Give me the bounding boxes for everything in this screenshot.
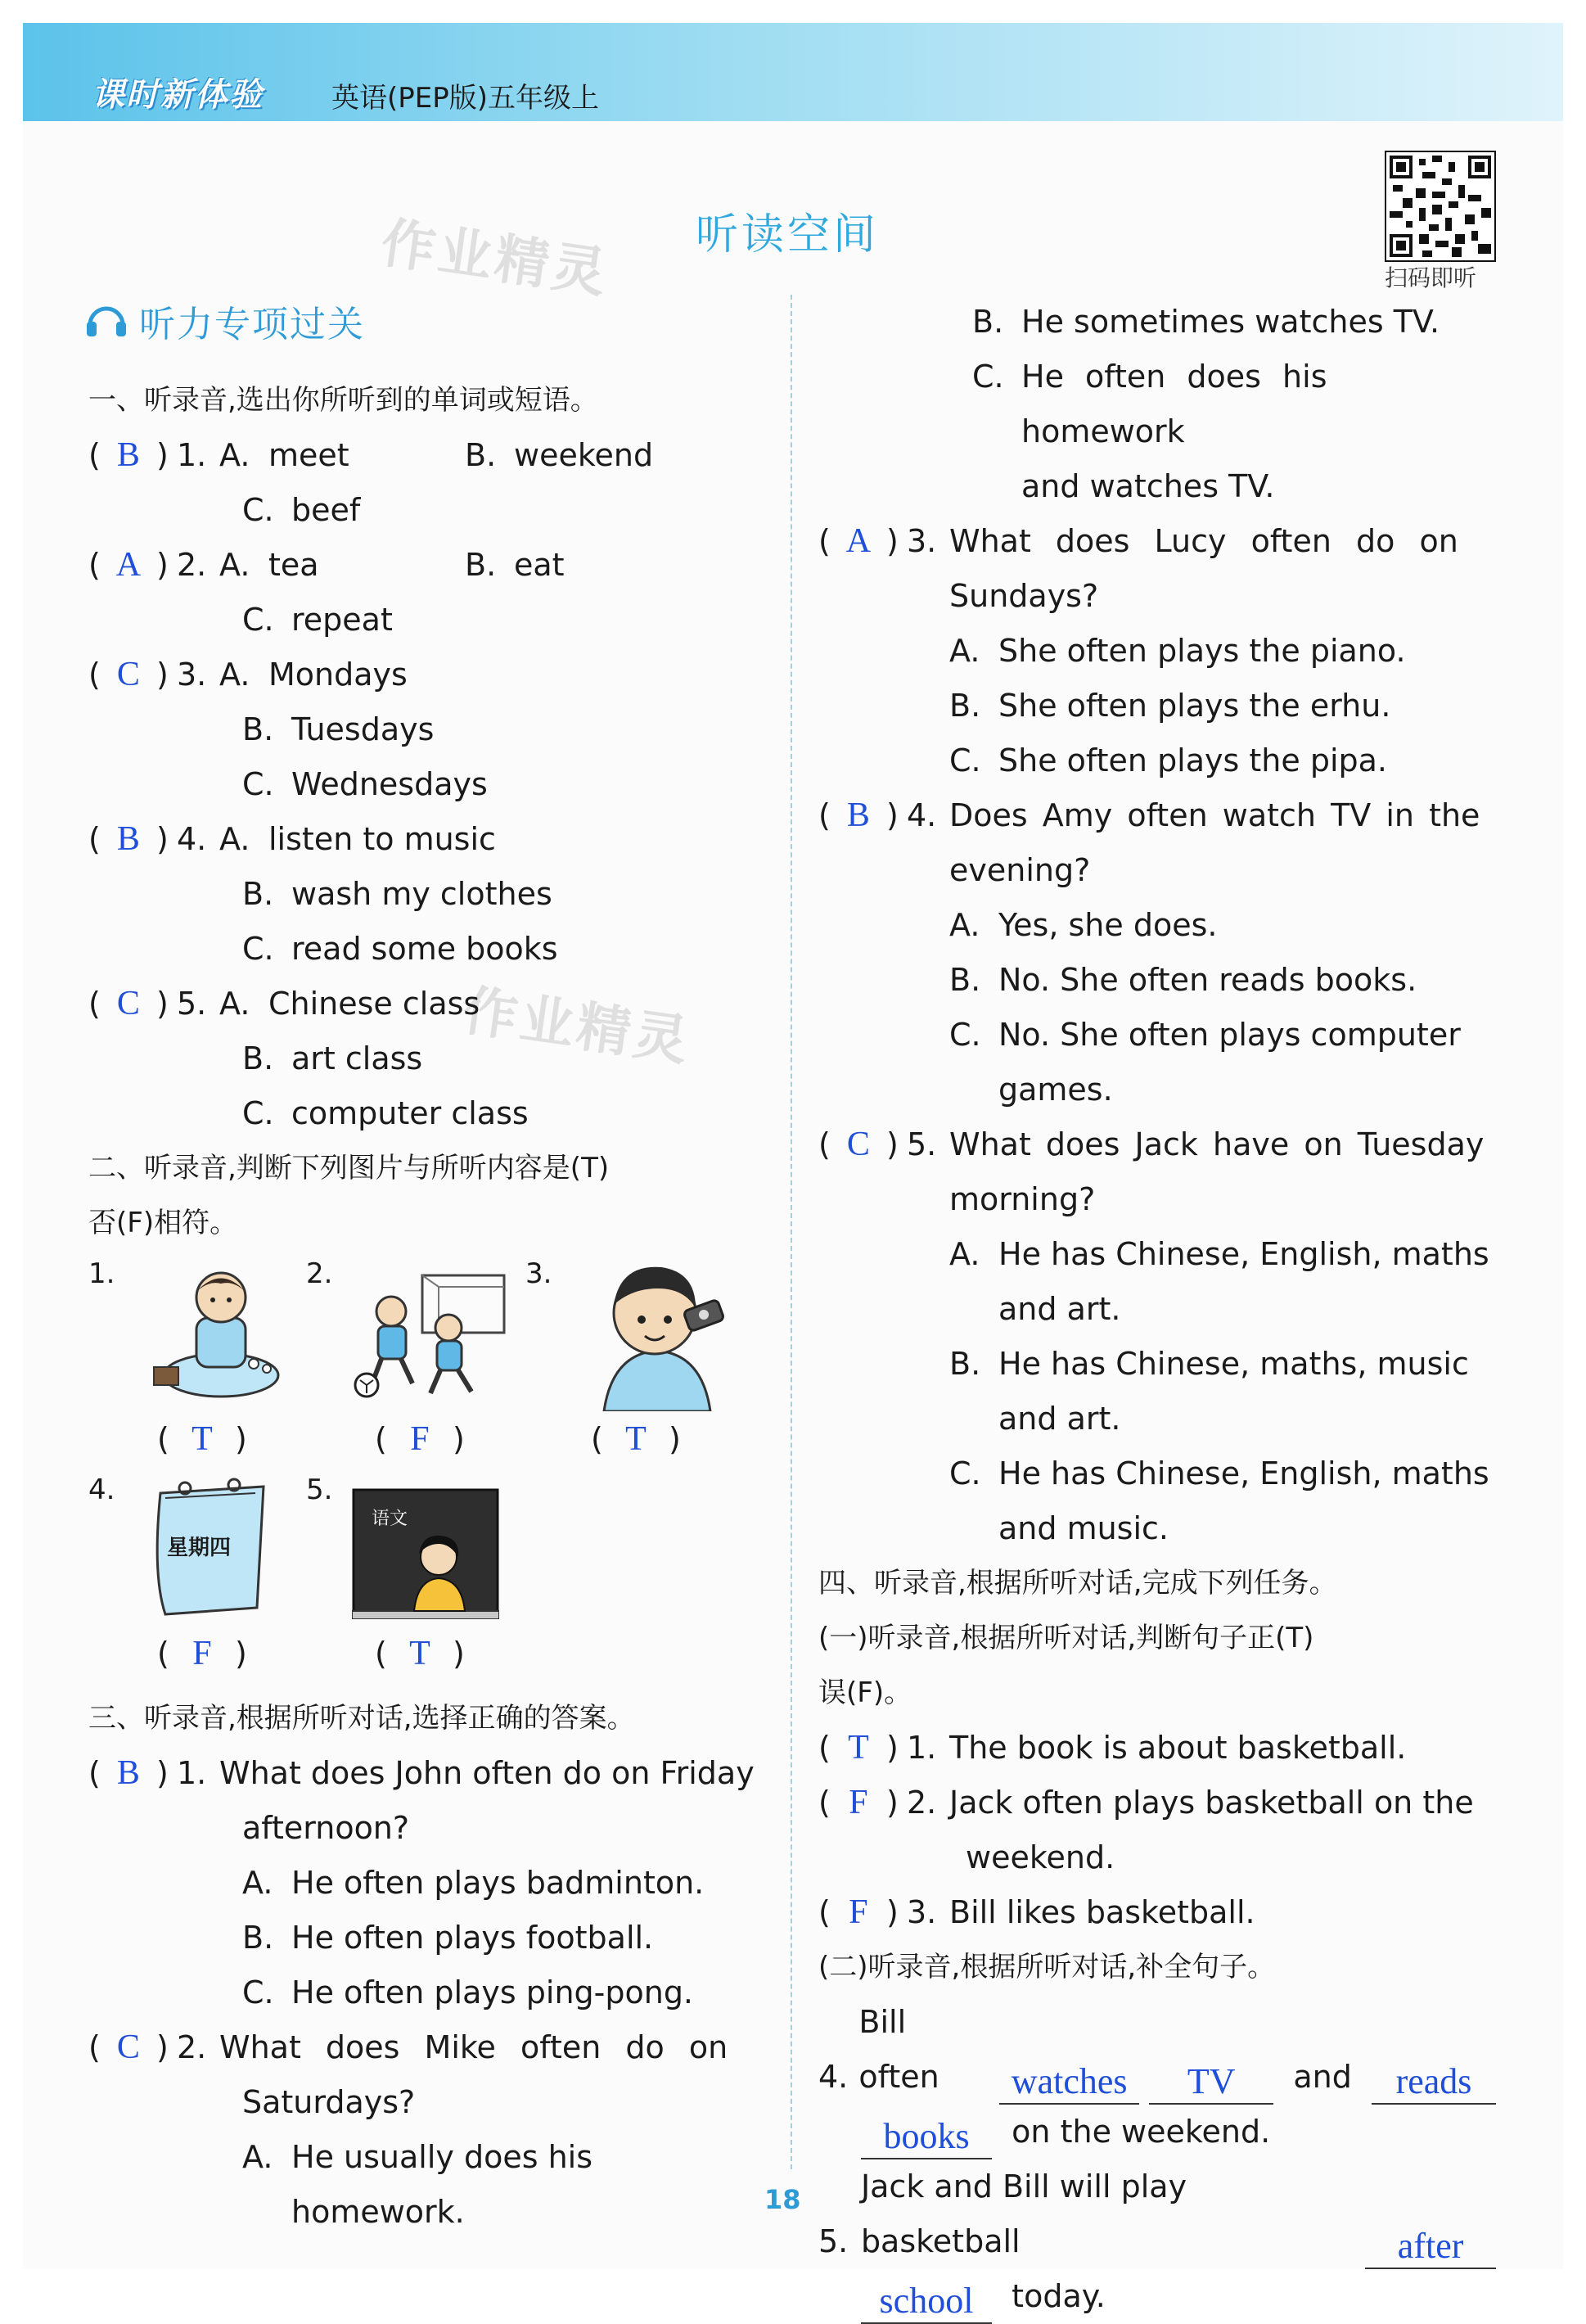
option-letter: A. [219, 657, 250, 693]
option-letter: A. [219, 437, 250, 473]
column-divider [791, 295, 792, 2169]
option-row [88, 483, 768, 538]
question-text-cont [88, 2075, 768, 2130]
question-number: 5. [818, 2223, 849, 2259]
option-text: Wednesdays [291, 766, 488, 802]
fill-blank[interactable]: reads [1372, 2060, 1496, 2105]
answer-mark: F [192, 1635, 212, 1672]
section-subheading [85, 295, 365, 347]
kids-playing-football-icon [349, 1270, 512, 1405]
answer-bracket: ( F ) [157, 1635, 247, 1672]
option-text: repeat [291, 602, 393, 638]
option-text: listen to music [268, 821, 496, 857]
question-text: What does Mike often do on [219, 2029, 728, 2065]
option-row [818, 1227, 1496, 1282]
question-text: What does Jack have on Tuesday [949, 1126, 1485, 1162]
option-row [818, 1392, 1496, 1446]
answer-mark: A [845, 522, 872, 560]
option-row [88, 1856, 768, 1911]
fill-item [818, 2159, 1496, 2269]
answer-bracket: ( B ) [818, 788, 907, 843]
option-row [818, 1282, 1496, 1337]
picture-number: 4. [88, 1473, 115, 1506]
left-column [88, 373, 768, 2240]
option-letter: B. [465, 547, 497, 583]
fill-blank[interactable]: after [1365, 2225, 1496, 2269]
option-letter: A. [949, 1236, 980, 1272]
question-text: evening? [949, 852, 1091, 888]
picture-number: 5. [306, 1473, 333, 1506]
statement-text: Bill likes basketball. [949, 1894, 1255, 1930]
question-text-cont [818, 1172, 1496, 1227]
answer-mark: T [409, 1635, 430, 1672]
option-row [818, 733, 1496, 788]
page-number: 18 [764, 2184, 801, 2215]
option-letter: A. [219, 986, 250, 1022]
part2-heading: 二、听录音,判断下列图片与所听内容是(T) [88, 1152, 610, 1185]
option-text: He usually does his homework. [291, 2139, 593, 2230]
option-text: He has Chinese, English, maths [998, 1455, 1489, 1491]
option-row [88, 1911, 768, 1965]
option-letter: C. [242, 1095, 274, 1131]
option-letter [949, 1501, 998, 1556]
statement-text: Jack often plays basketball on the [949, 1785, 1474, 1821]
option-row [818, 1063, 1496, 1117]
question-item [818, 1117, 1496, 1172]
part4-sub1-cont: 误(F)。 [818, 1676, 912, 1709]
right-column [818, 295, 1496, 2324]
option-text: No. She often reads books. [998, 962, 1417, 998]
option-letter: B. [465, 437, 497, 473]
question-text: What does John often do on Friday [219, 1755, 755, 1791]
option-letter: B. [242, 1920, 274, 1956]
option-text: Chinese class [268, 986, 480, 1022]
answer-bracket: ( T ) [375, 1635, 465, 1672]
fill-blank[interactable]: TV [1149, 2060, 1273, 2105]
option-text: Yes, she does. [998, 907, 1218, 943]
fill-item-cont [818, 2269, 1496, 2324]
answer-bracket: ( T ) [818, 1721, 907, 1776]
question-number: 3. [177, 657, 207, 693]
answer-mark: F [410, 1420, 430, 1458]
answer-mark: A [115, 546, 142, 584]
option-row [818, 953, 1496, 1008]
sentence-text: Jack and Bill will play basketball [860, 2168, 1187, 2259]
option-letter: A. [242, 1865, 273, 1901]
question-number: 5. [177, 986, 207, 1022]
option-row [88, 757, 768, 812]
tf-item [818, 1721, 1496, 1776]
option-letter: B. [949, 1346, 981, 1382]
question-text-cont [818, 569, 1496, 624]
fill-item-cont [818, 2105, 1496, 2159]
option-letter [949, 1282, 998, 1337]
option-row [88, 593, 768, 648]
option-letter: B. [972, 304, 1004, 340]
option-text: and music. [998, 1510, 1169, 1546]
answer-mark: C [116, 2028, 140, 2066]
question-text: afternoon? [242, 1810, 410, 1846]
option-letter: C. [972, 359, 1004, 395]
question-item [88, 812, 768, 867]
option-row [818, 1008, 1496, 1063]
option-text: wash my clothes [291, 876, 552, 912]
part2-heading-cont: 否(F)相符。 [88, 1207, 238, 1239]
option-row [88, 1086, 768, 1141]
option-row [818, 1501, 1496, 1556]
option-letter: B. [242, 876, 274, 912]
option-text: weekend [514, 437, 654, 473]
option-row [818, 898, 1496, 953]
option-row [818, 459, 1496, 514]
answer-mark: T [625, 1420, 647, 1458]
question-text: Sundays? [949, 578, 1099, 614]
sentence-text: on the weekend. [1012, 2114, 1271, 2150]
picture-grid [88, 1251, 768, 1701]
statement-cont [818, 1830, 1496, 1885]
question-number: 4. [818, 2059, 849, 2095]
fill-item [818, 1995, 1496, 2105]
option-letter: B. [949, 962, 981, 998]
picture-number: 1. [88, 1257, 115, 1290]
option-letter: A. [949, 907, 980, 943]
option-row [818, 350, 1496, 459]
option-text: tea [268, 547, 319, 583]
part4-sub2: (二)听录音,根据所听对话,补全句子。 [818, 1951, 1276, 1983]
option-text: meet [268, 437, 349, 473]
question-number: 3. [907, 1894, 937, 1930]
question-text: morning? [949, 1181, 1096, 1217]
question-number: 1. [177, 437, 207, 473]
option-text: computer class [291, 1095, 529, 1131]
answer-mark: B [846, 796, 870, 834]
answer-mark: B [116, 436, 140, 474]
calendar-thursday-icon [149, 1477, 272, 1616]
option-text: games. [998, 1072, 1113, 1108]
option-text: No. She often plays computer [998, 1017, 1461, 1053]
answer-mark: F [849, 1784, 868, 1821]
option-row [818, 1446, 1496, 1501]
option-row [818, 295, 1496, 350]
option-text: He has Chinese, English, maths [998, 1236, 1489, 1272]
question-item [88, 648, 768, 702]
fill-blank[interactable]: books [861, 2115, 992, 2159]
option-text: read some books [291, 931, 558, 967]
option-text: beef [291, 492, 361, 528]
option-letter: A. [219, 821, 250, 857]
answer-bracket: ( A ) [88, 538, 177, 593]
option-text: art class [291, 1040, 423, 1076]
question-item [88, 1746, 768, 1801]
tf-item [818, 1776, 1496, 1830]
book-title: 英语(PEP版)五年级上 [331, 82, 600, 115]
option-letter: C. [242, 931, 274, 967]
part4-sub1: (一)听录音,根据所听对话,判断句子正(T) [818, 1622, 1314, 1654]
answer-bracket: ( F ) [818, 1776, 907, 1830]
page-title: 听读空间 [696, 210, 880, 259]
option-letter: B. [949, 688, 981, 724]
question-text: Does Amy often watch TV in the [949, 797, 1480, 833]
option-text: and art. [998, 1291, 1121, 1327]
option-text: and art. [998, 1401, 1121, 1437]
answer-bracket: ( B ) [88, 428, 177, 483]
tf-item [818, 1885, 1496, 1940]
answer-bracket: ( C ) [88, 977, 177, 1031]
question-text-cont [88, 1801, 768, 1856]
option-letter: B. [242, 711, 274, 747]
fill-blank[interactable]: watches [999, 2060, 1139, 2105]
option-letter: A. [949, 633, 980, 669]
option-letter: C. [242, 1974, 274, 2010]
option-letter: C. [242, 492, 274, 528]
part3-heading: 三、听录音,根据所听对话,选择正确的答案。 [88, 1702, 635, 1735]
option-letter: C. [949, 1017, 981, 1053]
question-text-cont [818, 843, 1496, 898]
headphones-icon [85, 300, 128, 341]
option-text: He often plays ping-pong. [291, 1974, 694, 2010]
option-row [88, 1031, 768, 1086]
question-number: 2. [177, 547, 207, 583]
answer-mark: T [848, 1729, 869, 1767]
calendar-label: 星期四 [167, 1536, 232, 1560]
answer-bracket: ( F ) [818, 1885, 907, 1940]
answer-mark: C [846, 1126, 870, 1163]
chinese-class-blackboard-icon [352, 1488, 499, 1619]
answer-mark: C [116, 656, 140, 693]
answer-bracket: ( C ) [818, 1117, 907, 1172]
question-number: 3. [907, 523, 937, 559]
question-number: 1. [177, 1755, 207, 1791]
answer-bracket: ( T ) [157, 1420, 247, 1458]
question-number: 1. [907, 1730, 937, 1766]
watermark: 作业精灵 [377, 210, 614, 306]
option-text: He sometimes watches TV. [1021, 304, 1440, 340]
question-item [818, 514, 1496, 569]
question-item [88, 977, 768, 1031]
option-text: Mondays [268, 657, 408, 693]
qr-code-icon[interactable] [1385, 151, 1496, 262]
subhead-text: 听力专项过关 [139, 304, 365, 345]
answer-mark: C [116, 985, 140, 1022]
answer-mark: T [191, 1420, 213, 1458]
answer-bracket: ( A ) [818, 514, 907, 569]
option-text: He has Chinese, maths, music [998, 1346, 1469, 1382]
question-text: Saturdays? [242, 2084, 416, 2120]
option-row [818, 679, 1496, 733]
question-number: 2. [907, 1785, 937, 1821]
answer-bracket: ( B ) [88, 812, 177, 867]
statement-text: weekend. [966, 1839, 1115, 1875]
option-text: Tuesdays [291, 711, 435, 747]
answer-bracket: ( B ) [88, 1746, 177, 1801]
series-logo: 课时新体验 [92, 76, 264, 114]
option-row [88, 2130, 768, 2240]
option-row [818, 1337, 1496, 1392]
option-letter: C. [242, 766, 274, 802]
option-letter: A. [219, 547, 250, 583]
picture-number: 2. [306, 1257, 333, 1290]
answer-bracket: ( T ) [591, 1420, 681, 1458]
statement-text: The book is about basketball. [949, 1730, 1407, 1766]
question-number: 2. [177, 2029, 207, 2065]
question-item [818, 788, 1496, 843]
option-text: He often plays football. [291, 1920, 654, 1956]
answer-mark: F [849, 1893, 868, 1931]
boy-listening-music-icon [579, 1256, 735, 1415]
option-text: He often does his homework [1021, 359, 1327, 449]
option-letter: C. [949, 1455, 981, 1491]
option-letter: B. [242, 1040, 274, 1076]
sentence-text: and [1293, 2059, 1352, 2095]
answer-mark: B [116, 1754, 140, 1792]
part4-heading: 四、听录音,根据所听对话,完成下列任务。 [818, 1567, 1337, 1600]
option-letter [949, 1063, 998, 1117]
option-letter: C. [949, 742, 981, 778]
option-letter [949, 1392, 998, 1446]
sentence-text: Bill often [858, 2004, 939, 2095]
fill-blank[interactable]: school [861, 2280, 992, 2324]
watermark: 作业精灵 [459, 978, 696, 1074]
option-row [88, 867, 768, 922]
option-letter [972, 459, 1021, 514]
option-row [88, 702, 768, 757]
option-row [88, 1965, 768, 2020]
question-number: 4. [907, 797, 937, 833]
question-number: 5. [907, 1126, 937, 1162]
part1-heading: 一、听录音,选出你所听到的单词或短语。 [88, 384, 598, 417]
picture-number: 3. [525, 1257, 552, 1290]
answer-bracket: ( F ) [375, 1420, 465, 1458]
answer-bracket: ( C ) [88, 648, 177, 702]
option-row [88, 922, 768, 977]
option-text: and watches TV. [1021, 468, 1275, 504]
boy-washing-clothes-icon [147, 1261, 286, 1411]
question-text: What does Lucy often do on [949, 523, 1458, 559]
question-item [88, 2020, 768, 2075]
qr-caption: 扫码即听 [1385, 264, 1477, 291]
question-number: 4. [177, 821, 207, 857]
option-text: She often plays the piano. [998, 633, 1406, 669]
sentence-text: today. [1012, 2278, 1106, 2314]
blackboard-label: 语文 [372, 1509, 408, 1529]
option-text: eat [514, 547, 565, 583]
option-row [818, 624, 1496, 679]
option-text: He often plays badminton. [291, 1865, 705, 1901]
option-text: She often plays the pipa. [998, 742, 1387, 778]
question-item [88, 428, 768, 483]
question-item [88, 538, 768, 593]
option-letter: A. [242, 2139, 273, 2175]
option-text: She often plays the erhu. [998, 688, 1391, 724]
answer-bracket: ( C ) [88, 2020, 177, 2075]
option-letter: C. [242, 602, 274, 638]
answer-mark: B [116, 820, 140, 858]
